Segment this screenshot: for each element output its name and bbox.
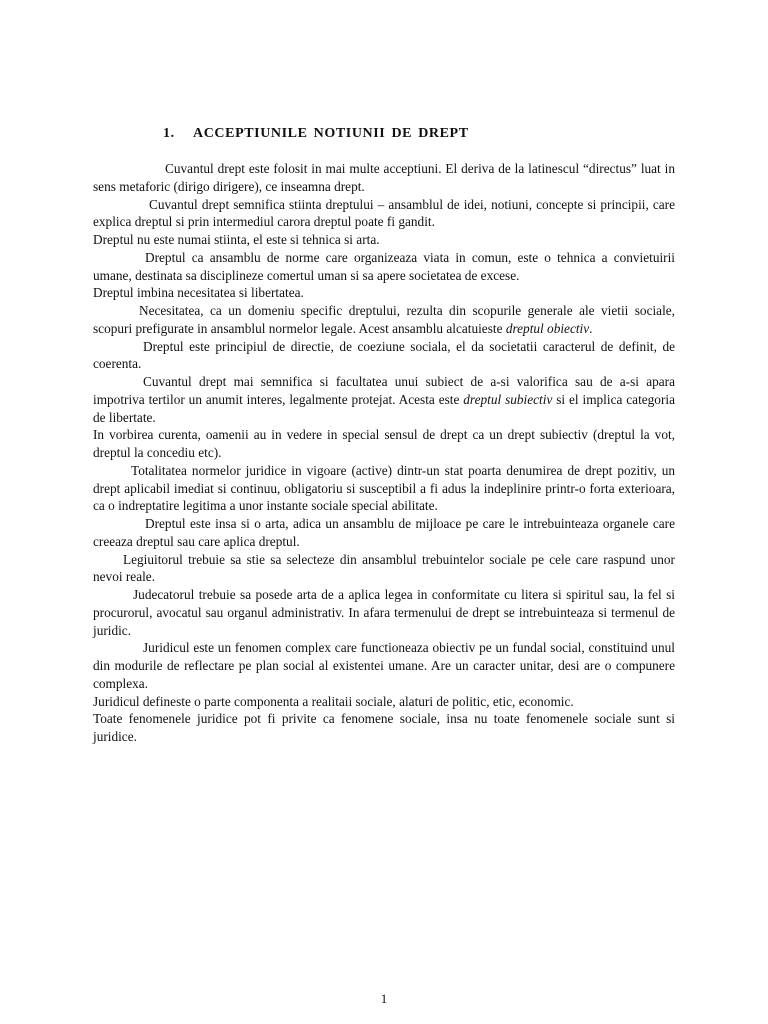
paragraph bbox=[93, 373, 675, 426]
paragraph-text: Necesitatea, ca un domeniu specific dreptului, rezulta din scopurile generale ale vietii sociale, scopuri prefigurate in ansamblul normelor legale. Acest ansamblu alcatuieste bbox=[93, 303, 675, 336]
paragraph: Cuvantul drept este folosit in mai multe acceptiuni. El deriva de la latinescul “directus” luat in sens metaforic (dirigo dirigere), ce inseamna drept. bbox=[93, 161, 675, 194]
paragraph-text: si el implica categoria de libertate. bbox=[93, 391, 675, 425]
paragraph: Cuvantul drept semnifica stiinta dreptului – ansamblul de idei, notiuni, concepte si principii, care explica dreptul si prin intermediul carora dreptul poate fi gandit. bbox=[93, 196, 675, 230]
paragraph: Totalitatea normelor juridice in vigoare (active) dintr-un stat poarta denumirea de drept pozitiv, un drept aplicabil imediat si continuu, obligatoriu si susceptibil a fi adus la indeplinire printr-o forta exterioara, ca o indreptatire legitima a unor instante sociale special abilitate. bbox=[93, 462, 675, 514]
paragraph: Dreptul imbina necesitatea si libertatea. bbox=[93, 285, 304, 301]
paragraph: Legiuitorul trebuie sa stie sa selecteze din ansamblul trebuintelor sociale pe cele care raspund unor nevoi reale. bbox=[93, 551, 675, 585]
paragraph bbox=[93, 302, 675, 338]
paragraph: Toate fenomenele juridice pot fi privite ca fenomene sociale, insa nu toate fenomenele sociale sunt si juridice. bbox=[93, 711, 675, 744]
paragraph: Dreptul nu este numai stiinta, el este si tehnica si arta. bbox=[93, 232, 380, 247]
paragraph: Judecatorul trebuie sa posede arta de a aplica legea in conformitate cu litera si spiritul sau, la fel si procurorul, avocatul sau organul administrativ. In afara termenului de drept se intrebuinteaza si termenul de juridic. bbox=[93, 587, 675, 638]
section-title: ACCEPTIUNILE NOTIUNII DE DREPT bbox=[193, 126, 469, 141]
paragraph: In vorbirea curenta, oamenii au in vedere in special sensul de drept ca un drept subiectiv (dreptul la vot, dreptul la concediu etc). bbox=[93, 427, 675, 460]
paragraph: Dreptul ca ansamblu de norme care organizeaza viata in comun, este o tehnica a convietuirii umane, destinata sa disciplineze comertul uman si sa apere societatea de excese. bbox=[93, 249, 675, 283]
body-text bbox=[93, 160, 675, 746]
section-heading bbox=[163, 126, 469, 142]
page-number: 1 bbox=[380, 991, 388, 1006]
paragraph: Juridicul este un fenomen complex care functioneaza obiectiv pe un fundal social, constituind unul din modurile de reflectare pe plan social al existentei umane. Are un caracter unitar, desi are o compunere complexa. bbox=[93, 640, 675, 691]
paragraph: Dreptul este principiul de directie, de coeziune sociala, el da societatii caracterul de definit, de coerenta. bbox=[93, 338, 675, 372]
paragraph-text: Cuvantul drept mai semnifica si facultatea unui subiect de a-si valorifica sau de a-si apara impotriva tertilor un anumit interes, legalmente protejat. Acesta este bbox=[93, 374, 675, 407]
paragraph: Dreptul este insa si o arta, adica un ansamblu de mijloace pe care le intrebuinteaza organele care creeaza dreptul sau care aplica dreptul. bbox=[93, 516, 675, 549]
italic-term: dreptul obiectiv bbox=[505, 320, 590, 336]
paragraph: Juridicul defineste o parte componenta a realitaii sociale, alaturi de politic, etic, economic. bbox=[93, 693, 574, 709]
paragraph-text: . bbox=[589, 320, 593, 336]
italic-term: dreptul subiectiv bbox=[463, 391, 553, 407]
section-number: 1. bbox=[163, 126, 175, 141]
